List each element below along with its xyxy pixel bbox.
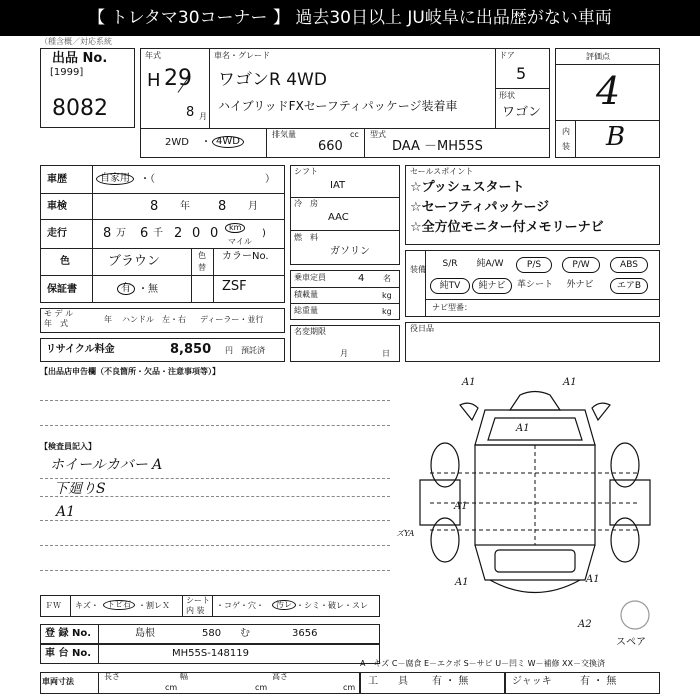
navi-model-label: ナビ型番： bbox=[432, 303, 472, 312]
notes-label: 役日品 bbox=[410, 324, 434, 333]
model-type-label: 型式 bbox=[370, 130, 386, 139]
interior-label-2: 装 bbox=[562, 142, 570, 151]
dims-label: 車両寸法 bbox=[42, 677, 74, 686]
lot-sub: [1999] bbox=[50, 67, 84, 78]
model-year-label-2: 年 式 bbox=[44, 319, 68, 328]
shape-value: ワゴン bbox=[502, 105, 542, 120]
inspection-month-unit: 月 bbox=[248, 201, 258, 212]
chassis-label: 車 台 No. bbox=[45, 648, 92, 659]
displacement-value: 660 bbox=[318, 139, 343, 154]
warranty-yes: 有 bbox=[117, 283, 135, 295]
registration-label: 登 録 No. bbox=[45, 628, 92, 639]
selling-point-3: ☆全方位モニター付メモリーナビ bbox=[410, 220, 604, 235]
mileage-u1: 万 bbox=[116, 228, 126, 239]
equip-alloy: 純A/W bbox=[476, 259, 504, 269]
mileage-d4: 0 bbox=[192, 226, 201, 241]
damage-mark-5: A1 bbox=[586, 574, 600, 585]
fw-scratch: キズ・ bbox=[75, 601, 99, 610]
history-rest: ・（ ） bbox=[140, 174, 275, 185]
score-label: 評価点 bbox=[586, 52, 610, 61]
inspection-year: 8 bbox=[150, 199, 159, 214]
dims-cm-1: cm bbox=[165, 683, 178, 692]
equip-abs: ABS bbox=[610, 257, 648, 273]
inspector-line-1: ホイールカバー A bbox=[50, 457, 163, 473]
color-value: ブラウン bbox=[108, 254, 161, 269]
inspector-label: 【検査員記入】 bbox=[40, 442, 96, 451]
dims-cm-3: cm bbox=[343, 683, 356, 692]
year-value: 29 bbox=[164, 66, 192, 91]
tools-value: 有 ・ 無 bbox=[432, 676, 469, 687]
equip-sr: S/R bbox=[442, 259, 458, 269]
mileage-mile: マイル bbox=[228, 237, 252, 246]
damage-legend: A－キズ C－腐食 E－エクボ S－サビ U－凹ミ W－補修 XX－交換済 bbox=[360, 659, 606, 668]
seat-rest2: ・シミ・破レ・スレ bbox=[296, 601, 368, 610]
notes-box bbox=[405, 322, 660, 362]
mileage-d3: 2 bbox=[174, 226, 183, 241]
chassis-value: MH55S-148119 bbox=[172, 648, 250, 659]
fw-crack: ・割レＸ bbox=[138, 601, 170, 610]
model-type-value: DAA －MH55S bbox=[392, 139, 483, 154]
mileage-label: 走行 bbox=[47, 228, 67, 239]
registration-pref: 島根 bbox=[135, 628, 155, 639]
fuel-value: ガソリン bbox=[330, 246, 370, 257]
shift-label: シフト bbox=[294, 167, 318, 176]
year-era: H bbox=[147, 70, 161, 91]
inspector-line-2: 下廻りS bbox=[54, 481, 106, 497]
dims-wid: 幅 bbox=[180, 672, 188, 681]
selling-points-label: セールスポイント bbox=[410, 167, 474, 176]
name-change-day: 日 bbox=[382, 349, 390, 358]
declaration-label: 【出品店申告欄（不良箇所・欠品・注意事項等）】 bbox=[40, 367, 220, 376]
model-year-handle: ハンドル 左・右 bbox=[122, 315, 186, 324]
interior-label-1: 内 bbox=[562, 127, 570, 136]
equip-ps: P/S bbox=[516, 257, 552, 273]
color-change-1: 色 bbox=[198, 251, 206, 260]
jack-value: 有 ・ 無 bbox=[580, 676, 617, 687]
warranty-no: ・無 bbox=[138, 284, 158, 295]
registration-class: 580 bbox=[202, 628, 222, 639]
side-mark: ズYA bbox=[396, 529, 415, 538]
equipment-label: 装備 bbox=[410, 265, 426, 274]
year-month-unit: 月 bbox=[199, 112, 207, 121]
color-change-2: 替 bbox=[198, 263, 206, 272]
warranty-label: 保証書 bbox=[47, 284, 77, 295]
jack-label: ジャッキ bbox=[512, 676, 552, 687]
equip-pw: P/W bbox=[562, 257, 600, 273]
recycle-unit: 円 bbox=[225, 346, 233, 355]
equip-airbag: エアB bbox=[610, 278, 648, 294]
equip-navi: 純ナビ bbox=[472, 278, 512, 294]
damage-mark-2: A1 bbox=[563, 377, 577, 388]
damage-mark-6: A1 bbox=[454, 501, 468, 512]
model-grade: ハイブリッドFXセーフティパッケージ装着車 bbox=[218, 99, 458, 113]
color-label: 色 bbox=[60, 256, 70, 267]
interior-value: B bbox=[606, 122, 626, 152]
mileage-d1: 8 bbox=[103, 226, 112, 241]
shift-value: IAT bbox=[330, 180, 346, 191]
model-name: ワゴンR 4WD bbox=[218, 70, 327, 90]
capacity-value: 4 bbox=[358, 273, 365, 284]
equip-leather: 革シート bbox=[516, 280, 553, 290]
aircon-value: AAC bbox=[328, 212, 349, 223]
score-value: 4 bbox=[596, 69, 621, 113]
load-unit: kg bbox=[382, 291, 392, 300]
name-change-label: 名変期限 bbox=[294, 327, 326, 336]
capacity-label: 乗車定員 bbox=[294, 273, 326, 282]
model-label: 車名・グレード bbox=[214, 51, 270, 60]
registration-kana: む bbox=[240, 628, 250, 639]
year-label: 年式 bbox=[145, 51, 161, 60]
model-year-year: 年 bbox=[104, 315, 112, 324]
dims-len: 長さ bbox=[104, 672, 120, 681]
displacement-label: 排気量 bbox=[272, 130, 296, 139]
inspection-month: 8 bbox=[218, 199, 227, 214]
fw-label: ＦＷ bbox=[45, 601, 61, 610]
doors-value: 5 bbox=[516, 64, 527, 83]
name-change-month: 月 bbox=[340, 349, 348, 358]
inspection-year-unit: 年 bbox=[180, 201, 190, 212]
history-value: 自家用 bbox=[96, 173, 134, 185]
dimensions-row bbox=[40, 672, 360, 694]
capacity-unit: 名 bbox=[383, 274, 391, 283]
lot-label: 出品 No. bbox=[52, 51, 108, 66]
seat-rest: ・コゲ・穴・ bbox=[216, 601, 264, 610]
equip-tv: 純TV bbox=[430, 278, 470, 294]
history-label: 車歴 bbox=[47, 174, 67, 185]
recycle-value: 8,850 bbox=[170, 342, 212, 357]
year-month: 8 bbox=[186, 105, 195, 120]
total-weight-unit: kg bbox=[382, 307, 392, 316]
seat-tear: 汚レ bbox=[272, 600, 296, 610]
spare-label: スペア bbox=[616, 637, 646, 648]
tools-label: 工 具 bbox=[368, 676, 408, 687]
dims-hei: 高さ bbox=[272, 672, 288, 681]
equip-ext-navi: 外ナビ bbox=[566, 280, 594, 290]
shape-label: 形状 bbox=[499, 91, 515, 100]
damage-mark-4: A1 bbox=[455, 577, 469, 588]
damage-mark-1: A1 bbox=[462, 377, 476, 388]
selling-point-1: ☆プッシュスタート bbox=[410, 180, 525, 195]
seat-label-1: シート bbox=[186, 596, 210, 605]
model-year-label-1: モ デ ル bbox=[44, 309, 74, 318]
selling-point-2: ☆セーフティパッケージ bbox=[410, 200, 550, 215]
page-header: 【 トレタマ30コーナー 】 過去30日以上 JU岐阜に出品歴がない車両 bbox=[0, 0, 700, 36]
drive-2wd: 2WD bbox=[165, 137, 189, 148]
doors-label: ドア bbox=[499, 51, 515, 60]
aircon-label: 冷 房 bbox=[294, 199, 318, 208]
fuel-label: 燃 料 bbox=[294, 233, 318, 242]
registration-number: 3656 bbox=[292, 628, 318, 639]
mileage-km: km bbox=[225, 223, 245, 233]
model-year-dealer: ディーラー・並行 bbox=[200, 315, 264, 324]
seat-label-2: 内 装 bbox=[186, 606, 205, 615]
drive-4wd: 4WD bbox=[212, 136, 244, 148]
dims-cm-2: cm bbox=[255, 683, 268, 692]
damage-mark-7: A2 bbox=[578, 619, 592, 630]
total-weight-label: 総重量 bbox=[294, 306, 318, 315]
damage-mark-3: A1 bbox=[516, 423, 530, 434]
inspection-label: 車検 bbox=[47, 201, 67, 212]
damage-diagram bbox=[400, 370, 670, 640]
color-no-label: カラーNo. bbox=[222, 251, 269, 262]
inspector-line-3: A1 bbox=[56, 504, 76, 520]
displacement-unit: cc bbox=[350, 130, 359, 139]
recycle-note: 預託済 bbox=[241, 346, 265, 355]
mileage-u2: 千 bbox=[153, 228, 163, 239]
fw-stone: トビ石 bbox=[103, 600, 135, 610]
top-note: （種含概／対応系統 bbox=[40, 37, 112, 46]
load-label: 積載量 bbox=[294, 290, 318, 299]
mileage-d2: 6 bbox=[140, 226, 149, 241]
recycle-label: リサイクル料金 bbox=[46, 344, 115, 355]
mileage-d5: 0 bbox=[210, 226, 219, 241]
lot-number: 8082 bbox=[52, 96, 108, 121]
color-no-value: ZSF bbox=[222, 279, 247, 294]
